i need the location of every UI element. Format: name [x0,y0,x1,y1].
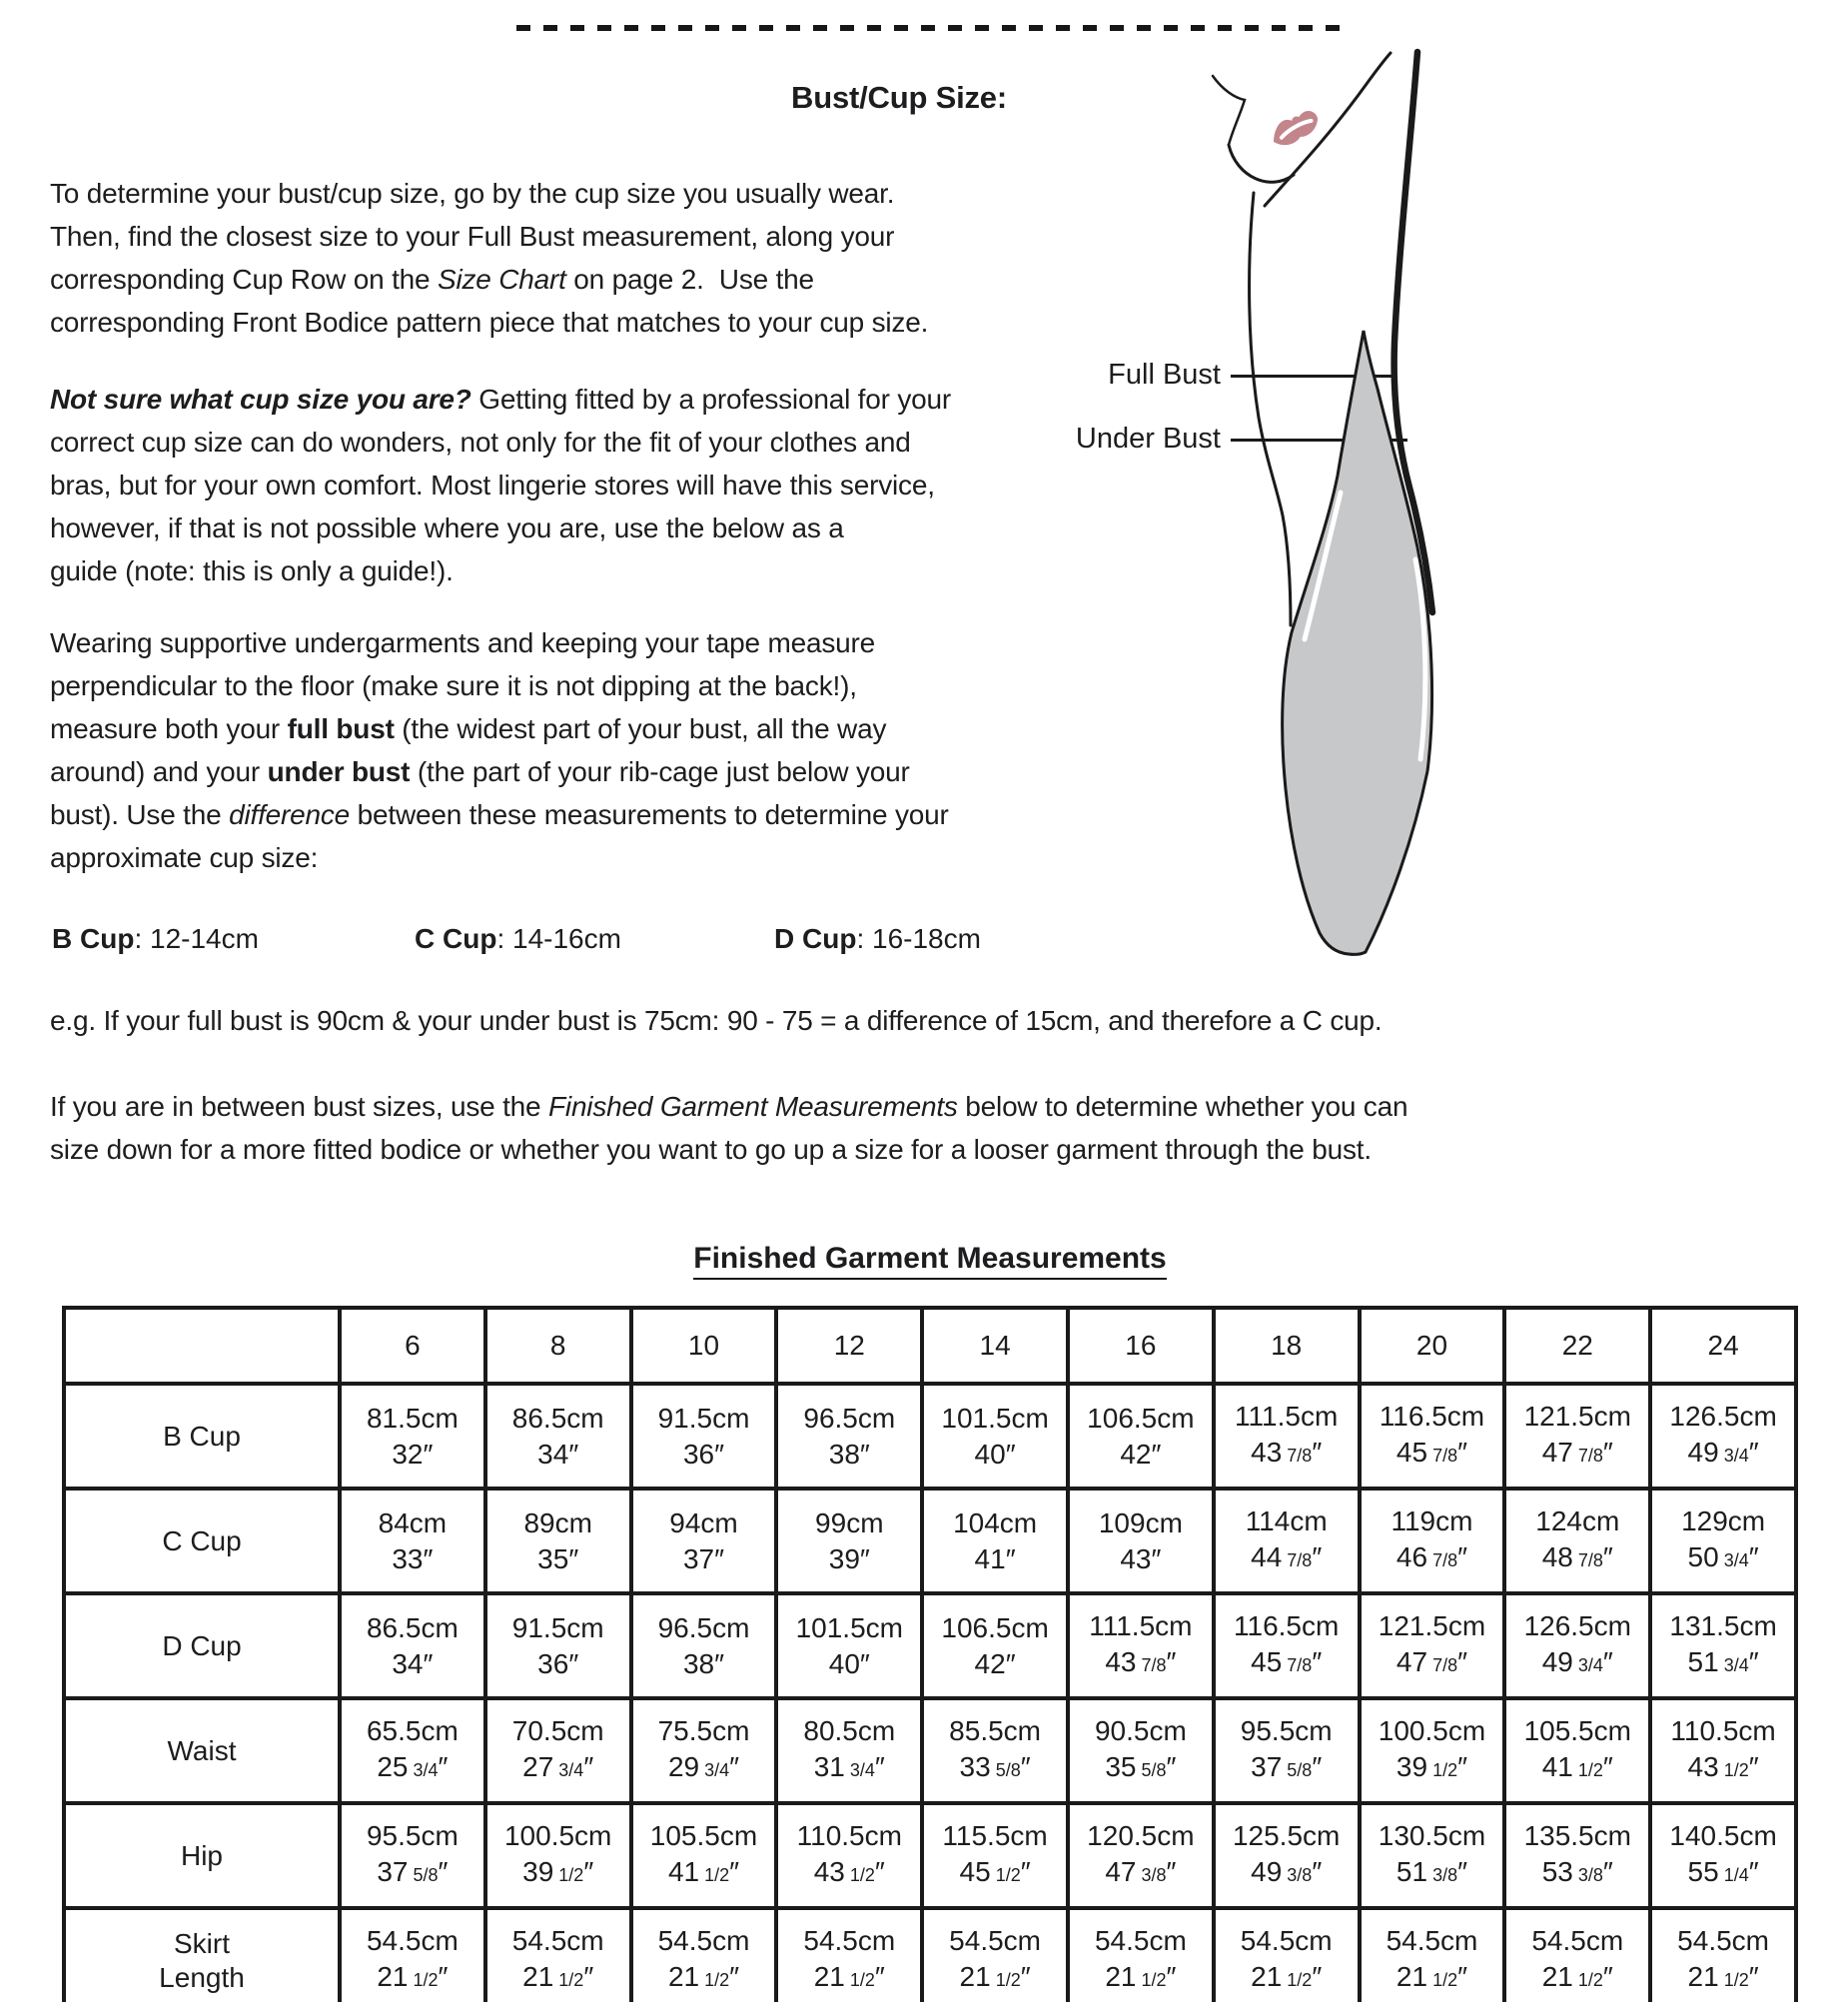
cm-value: 54.5cm [1677,1925,1769,1956]
measurement-cell [1214,1489,1360,1593]
inch-value: 21 1/2″ [1395,1961,1468,1992]
cm-value: 86.5cm [511,1402,604,1434]
cm-value: 84cm [378,1506,448,1538]
inch-value: 43 7/8″ [1105,1646,1177,1677]
measurement-cell [1360,1593,1505,1698]
cm-value: 130.5cm [1378,1820,1486,1851]
text-line: corresponding Front Bodice pattern piece that matches to your cup size. [50,307,929,338]
measurement-cell [1650,1698,1796,1803]
cm-value: 54.5cm [1240,1925,1333,1956]
measurement-cell [1650,1908,1796,2002]
text-line: To determine your bust/cup size, go by the cup size you usually wear. [50,178,895,209]
row-label: D Cup [64,1593,340,1698]
cm-value: 54.5cm [657,1925,750,1956]
inch-value: 39 1/2″ [522,1856,594,1887]
measurement-cell [1214,1384,1360,1489]
cup-size-item: C Cup: 14-16cm [415,923,621,954]
size-header-row [64,1308,1796,1384]
inch-fraction: 1/2 [995,1865,1021,1885]
inch-value: 41 1/2″ [667,1856,740,1887]
cm-value: 90.5cm [1094,1715,1187,1746]
text-line: measure both your full bust (the widest part of your bust, all the way [50,713,887,744]
cm-value: 89cm [523,1506,592,1538]
under-bust-label: Under Bust [1075,423,1221,455]
cm-value: 70.5cm [511,1715,604,1746]
inch-value: 38″ [828,1438,870,1470]
cup-size-item: B Cup: 12-14cm [52,923,259,954]
cm-value: 100.5cm [503,1820,612,1851]
cm-value: 99cm [815,1506,884,1538]
inch-fraction: 3/4 [1723,1446,1749,1466]
cm-value: 101.5cm [941,1402,1049,1434]
cm-value: 101.5cm [795,1611,903,1643]
cm-value: 91.5cm [657,1402,750,1434]
size-column-header: 14 [922,1308,1068,1384]
measurement-cell [1504,1803,1650,1908]
inch-fraction: 3/8 [1577,1865,1603,1885]
inch-fraction: 3/8 [1141,1865,1167,1885]
measurement-cell [1068,1908,1214,2002]
cm-value: 54.5cm [366,1925,459,1956]
inch-fraction: 3/4 [413,1760,439,1780]
inch-fraction: 3/8 [1432,1865,1458,1885]
inch-value: 39 1/2″ [1395,1751,1468,1782]
inch-value: 50 3/4″ [1687,1541,1759,1572]
measurement-cell [340,1908,485,2002]
measurement-cell [776,1698,922,1803]
measurement-cell [776,1803,922,1908]
measurement-cell [1214,1803,1360,1908]
measurement-cell [631,1908,777,2002]
cm-value: 116.5cm [1234,1610,1340,1641]
table-row [64,1593,1796,1698]
size-column-header: 24 [1650,1308,1796,1384]
cm-value: 54.5cm [511,1925,604,1956]
measurement-cell [922,1908,1068,2002]
measurement-cell [485,1698,631,1803]
inch-value: 21 1/2″ [1105,1961,1177,1992]
text-line: guide (note: this is only a guide!). [50,555,454,586]
cm-value: 121.5cm [1378,1610,1486,1641]
measurement-cell [922,1698,1068,1803]
inch-value: 45 1/2″ [959,1856,1031,1887]
cm-value: 54.5cm [1531,1925,1624,1956]
measurement-cell [1360,1803,1505,1908]
example-line [50,999,1382,1042]
inch-value: 33″ [392,1542,434,1574]
cm-value: 75.5cm [657,1715,750,1746]
inch-value: 42″ [1120,1438,1162,1470]
dashed-divider [516,25,1342,31]
inch-fraction: 1/2 [558,1970,584,1990]
inch-fraction: 7/8 [1432,1446,1458,1466]
inch-value: 44 7/8″ [1251,1541,1323,1572]
inch-value: 34″ [392,1647,434,1679]
cm-value: 135.5cm [1523,1820,1631,1851]
inch-fraction: 3/4 [558,1760,584,1780]
measurement-cell [776,1384,922,1489]
measurement-cell [1650,1803,1796,1908]
cm-value: 111.5cm [1235,1401,1339,1432]
measuring-paragraph [50,621,949,879]
measurement-cell [1650,1593,1796,1698]
inch-fraction: 1/2 [1432,1970,1458,1990]
measurement-cell [1360,1384,1505,1489]
body-illustration [1169,48,1498,977]
inch-fraction: 1/2 [413,1970,439,1990]
inch-fraction: 7/8 [1287,1550,1313,1570]
table-row [64,1698,1796,1803]
cm-value: 114cm [1245,1505,1328,1536]
inch-value: 47 7/8″ [1541,1437,1613,1468]
inch-fraction: 1/2 [1723,1970,1749,1990]
cm-value: 85.5cm [949,1715,1041,1746]
cm-value: 115.5cm [942,1820,1048,1851]
inch-fraction: 1/2 [558,1865,584,1885]
text-line: Wearing supportive undergarments and keeping your tape measure [50,627,876,658]
inch-value: 35 5/8″ [1105,1751,1177,1782]
in-between-paragraph [50,1085,1407,1171]
measurement-cell [776,1908,922,2002]
inch-fraction: 7/8 [1141,1655,1167,1675]
cm-value: 104cm [953,1506,1038,1538]
inch-value: 33 5/8″ [959,1751,1031,1782]
inch-fraction: 5/8 [413,1865,439,1885]
cup-size-guide-row [52,917,1251,960]
cm-value: 54.5cm [949,1925,1041,1956]
text-line: size down for a more fitted bodice or whether you want to go up a size for a looser garment through the bust. [50,1134,1372,1165]
measurement-cell [485,1803,631,1908]
cm-value: 116.5cm [1379,1401,1485,1432]
inch-fraction: 5/8 [995,1760,1021,1780]
inch-value: 27 3/4″ [522,1751,594,1782]
cm-value: 129cm [1681,1505,1766,1536]
cm-value: 54.5cm [803,1925,896,1956]
inch-value: 29 3/4″ [667,1751,740,1782]
measurement-cell [340,1698,485,1803]
cm-value: 119cm [1390,1505,1473,1536]
inch-value: 55 1/4″ [1687,1856,1759,1887]
measurement-cell [1068,1489,1214,1593]
text-line: around) and your under bust (the part of your rib-cage just below your [50,756,910,787]
inch-value: 36″ [537,1647,579,1679]
inch-value: 49 3/4″ [1541,1646,1613,1677]
inch-fraction: 7/8 [1287,1655,1313,1675]
inch-value: 32″ [392,1438,434,1470]
full-bust-label: Full Bust [1108,359,1221,391]
inch-value: 46 7/8″ [1395,1541,1468,1572]
measurement-cell [1360,1489,1505,1593]
measurement-cell [1068,1384,1214,1489]
measurement-cell [1360,1698,1505,1803]
text-line: approximate cup size: [50,842,319,873]
inch-fraction: 5/8 [1287,1760,1313,1780]
measurement-cell [1504,1908,1650,2002]
inch-fraction: 1/2 [849,1865,875,1885]
measurement-cell [485,1908,631,2002]
text-line: Then, find the closest size to your Full Bust measurement, along your [50,221,895,252]
size-column-header: 16 [1068,1308,1214,1384]
cm-value: 105.5cm [649,1820,758,1851]
cm-value: 106.5cm [1087,1402,1195,1434]
text-line: Not sure what cup size you are? Getting fitted by a professional for your [50,384,951,415]
text-line: If you are in between bust sizes, use the Finished Garment Measurements below to determine whether you can [50,1091,1408,1122]
inch-fraction: 1/2 [1723,1760,1749,1780]
measurement-cell [1068,1593,1214,1698]
inch-fraction: 7/8 [1577,1446,1603,1466]
not-sure-paragraph [50,378,951,592]
inch-fraction: 7/8 [1432,1550,1458,1570]
inch-fraction: 1/2 [1577,1970,1603,1990]
measurement-cell [485,1384,631,1489]
inch-fraction: 3/4 [704,1760,730,1780]
inch-value: 43 7/8″ [1251,1437,1323,1468]
inch-value: 37″ [682,1542,725,1574]
inch-value: 21 1/2″ [1251,1961,1323,1992]
inch-value: 21 1/2″ [959,1961,1031,1992]
text-line: corresponding Cup Row on the Size Chart on page 2. Use the [50,264,814,295]
inch-value: 21 1/2″ [1687,1961,1759,1992]
measurement-cell [340,1384,485,1489]
cm-value: 95.5cm [1240,1715,1333,1746]
inch-fraction: 1/4 [1723,1865,1749,1885]
cm-value: 125.5cm [1232,1820,1341,1851]
measurement-cell [631,1489,777,1593]
measurement-cell [631,1803,777,1908]
inch-value: 43″ [1120,1542,1162,1574]
cm-value: 91.5cm [511,1611,604,1643]
measurement-cell [1214,1698,1360,1803]
inch-value: 40″ [974,1438,1016,1470]
size-column-header: 12 [776,1308,922,1384]
cm-value: 110.5cm [796,1820,902,1851]
text-line: correct cup size can do wonders, not only for the fit of your clothes and [50,427,911,458]
inch-value: 47 7/8″ [1395,1646,1468,1677]
inch-fraction: 7/8 [1432,1655,1458,1675]
cm-value: 54.5cm [1094,1925,1187,1956]
inch-value: 37 5/8″ [377,1856,449,1887]
lips-icon [1267,106,1323,151]
measurement-cell [1214,1908,1360,2002]
inch-fraction: 3/4 [1723,1655,1749,1675]
measurement-cell [340,1803,485,1908]
size-column-header: 22 [1504,1308,1650,1384]
measurement-cell [631,1698,777,1803]
table-row [64,1803,1796,1908]
cm-value: 65.5cm [366,1715,459,1746]
measurement-cell [340,1593,485,1698]
cm-value: 124cm [1535,1505,1620,1536]
measurement-cell [922,1384,1068,1489]
inch-fraction: 3/4 [1723,1550,1749,1570]
inch-value: 21 1/2″ [813,1961,885,1992]
text-line: perpendicular to the floor (make sure it is not dipping at the back!), [50,670,857,701]
measurement-cell [922,1593,1068,1698]
inch-value: 34″ [537,1438,579,1470]
inch-value: 39″ [828,1542,870,1574]
cm-value: 81.5cm [366,1402,459,1434]
inch-value: 37 5/8″ [1251,1751,1323,1782]
inch-fraction: 3/8 [1287,1865,1313,1885]
inch-value: 47 3/8″ [1105,1856,1177,1887]
measurement-cell [776,1489,922,1593]
table-row [64,1384,1796,1489]
measurement-cell [1504,1593,1650,1698]
inch-value: 51 3/4″ [1687,1646,1759,1677]
inch-fraction: 1/2 [995,1970,1021,1990]
inch-value: 49 3/4″ [1687,1437,1759,1468]
measurement-cell [1214,1593,1360,1698]
measurement-cell [1650,1384,1796,1489]
cm-value: 109cm [1098,1506,1183,1538]
page-title: Bust/Cup Size: [791,80,1007,115]
cup-size-item: D Cup: 16-18cm [774,923,981,954]
inch-value: 38″ [682,1647,725,1679]
inch-fraction: 7/8 [1287,1446,1313,1466]
inch-value: 45 7/8″ [1395,1437,1468,1468]
bodysuit-shade [1283,331,1432,954]
row-label: B Cup [64,1384,340,1489]
inch-value: 42″ [974,1647,1016,1679]
text-line: bras, but for your own comfort. Most lingerie stores will have this service, [50,470,935,500]
measurement-cell [631,1384,777,1489]
inch-value: 41″ [974,1542,1016,1574]
inch-value: 21 1/2″ [377,1961,449,1992]
inch-fraction: 3/4 [1577,1655,1603,1675]
measurement-cell [1360,1908,1505,2002]
inch-value: 36″ [682,1438,725,1470]
inch-fraction: 1/2 [1432,1760,1458,1780]
inch-fraction: 1/2 [1141,1970,1167,1990]
inch-value: 21 1/2″ [1541,1961,1613,1992]
inch-fraction: 7/8 [1577,1550,1603,1570]
cm-value: 80.5cm [803,1715,896,1746]
corner-cell [64,1308,340,1384]
cm-value: 126.5cm [1523,1610,1631,1641]
text-line: bust). Use the difference between these measurements to determine your [50,799,949,830]
inch-value: 48 7/8″ [1541,1541,1613,1572]
inch-value: 43 1/2″ [1687,1751,1759,1782]
inch-fraction: 1/2 [849,1970,875,1990]
table-row [64,1489,1796,1593]
measurement-cell [631,1593,777,1698]
inch-value: 53 3/8″ [1541,1856,1613,1887]
measurement-cell [922,1803,1068,1908]
size-column-header: 10 [631,1308,777,1384]
inch-fraction: 1/2 [1577,1760,1603,1780]
cm-value: 140.5cm [1669,1820,1777,1851]
inch-value: 40″ [828,1647,870,1679]
inch-value: 35″ [537,1542,579,1574]
measurement-cell [1504,1698,1650,1803]
table-row [64,1908,1796,2002]
cm-value: 94cm [669,1506,738,1538]
size-column-header: 8 [485,1308,631,1384]
measurement-cell [485,1593,631,1698]
size-column-header: 18 [1214,1308,1360,1384]
measurement-cell [922,1489,1068,1593]
inch-value: 43 1/2″ [813,1856,885,1887]
row-label: C Cup [64,1489,340,1593]
measurement-cell [1504,1384,1650,1489]
intro-paragraph [50,172,928,344]
cm-value: 100.5cm [1378,1715,1486,1746]
row-label: Hip [64,1803,340,1908]
inch-value: 31 3/4″ [813,1751,885,1782]
inch-value: 21 1/2″ [667,1961,740,1992]
measurement-cell [340,1489,485,1593]
inch-fraction: 1/2 [704,1970,730,1990]
inch-fraction: 5/8 [1141,1760,1167,1780]
measurement-cell [485,1489,631,1593]
cm-value: 96.5cm [657,1611,750,1643]
size-column-header: 6 [340,1308,485,1384]
cm-value: 106.5cm [941,1611,1049,1643]
cm-value: 54.5cm [1386,1925,1478,1956]
measurement-cell [1650,1489,1796,1593]
inch-fraction: 3/4 [849,1760,875,1780]
inch-fraction: 1/2 [1287,1970,1313,1990]
row-label: Skirt Length [64,1908,340,2002]
inch-value: 41 1/2″ [1541,1751,1613,1782]
cm-value: 86.5cm [366,1611,459,1643]
inch-value: 45 7/8″ [1251,1646,1323,1677]
cm-value: 96.5cm [803,1402,896,1434]
measurement-cell [776,1593,922,1698]
cm-value: 121.5cm [1523,1401,1631,1432]
cm-value: 111.5cm [1089,1610,1193,1641]
inch-value: 21 1/2″ [522,1961,594,1992]
inch-value: 49 3/8″ [1251,1856,1323,1887]
measurement-cell [1504,1489,1650,1593]
cm-value: 120.5cm [1087,1820,1195,1851]
text-line: e.g. If your full bust is 90cm & your under bust is 75cm: 90 - 75 = a difference of 15cm, and therefore a C cup. [50,1005,1383,1036]
row-label: Waist [64,1698,340,1803]
cm-value: 110.5cm [1670,1715,1776,1746]
cm-value: 131.5cm [1669,1610,1777,1641]
cm-value: 95.5cm [366,1820,459,1851]
measurement-cell [1068,1803,1214,1908]
finished-garment-measurements-table [62,1306,1798,2002]
measurement-cell [1068,1698,1214,1803]
inch-value: 51 3/8″ [1395,1856,1468,1887]
inch-value: 25 3/4″ [377,1751,449,1782]
text-line: however, if that is not possible where you are, use the below as a [50,512,844,543]
cm-value: 126.5cm [1669,1401,1777,1432]
inch-fraction: 1/2 [704,1865,730,1885]
table-title: Finished Garment Measurements [62,1242,1798,1280]
cm-value: 105.5cm [1523,1715,1631,1746]
size-column-header: 20 [1360,1308,1505,1384]
